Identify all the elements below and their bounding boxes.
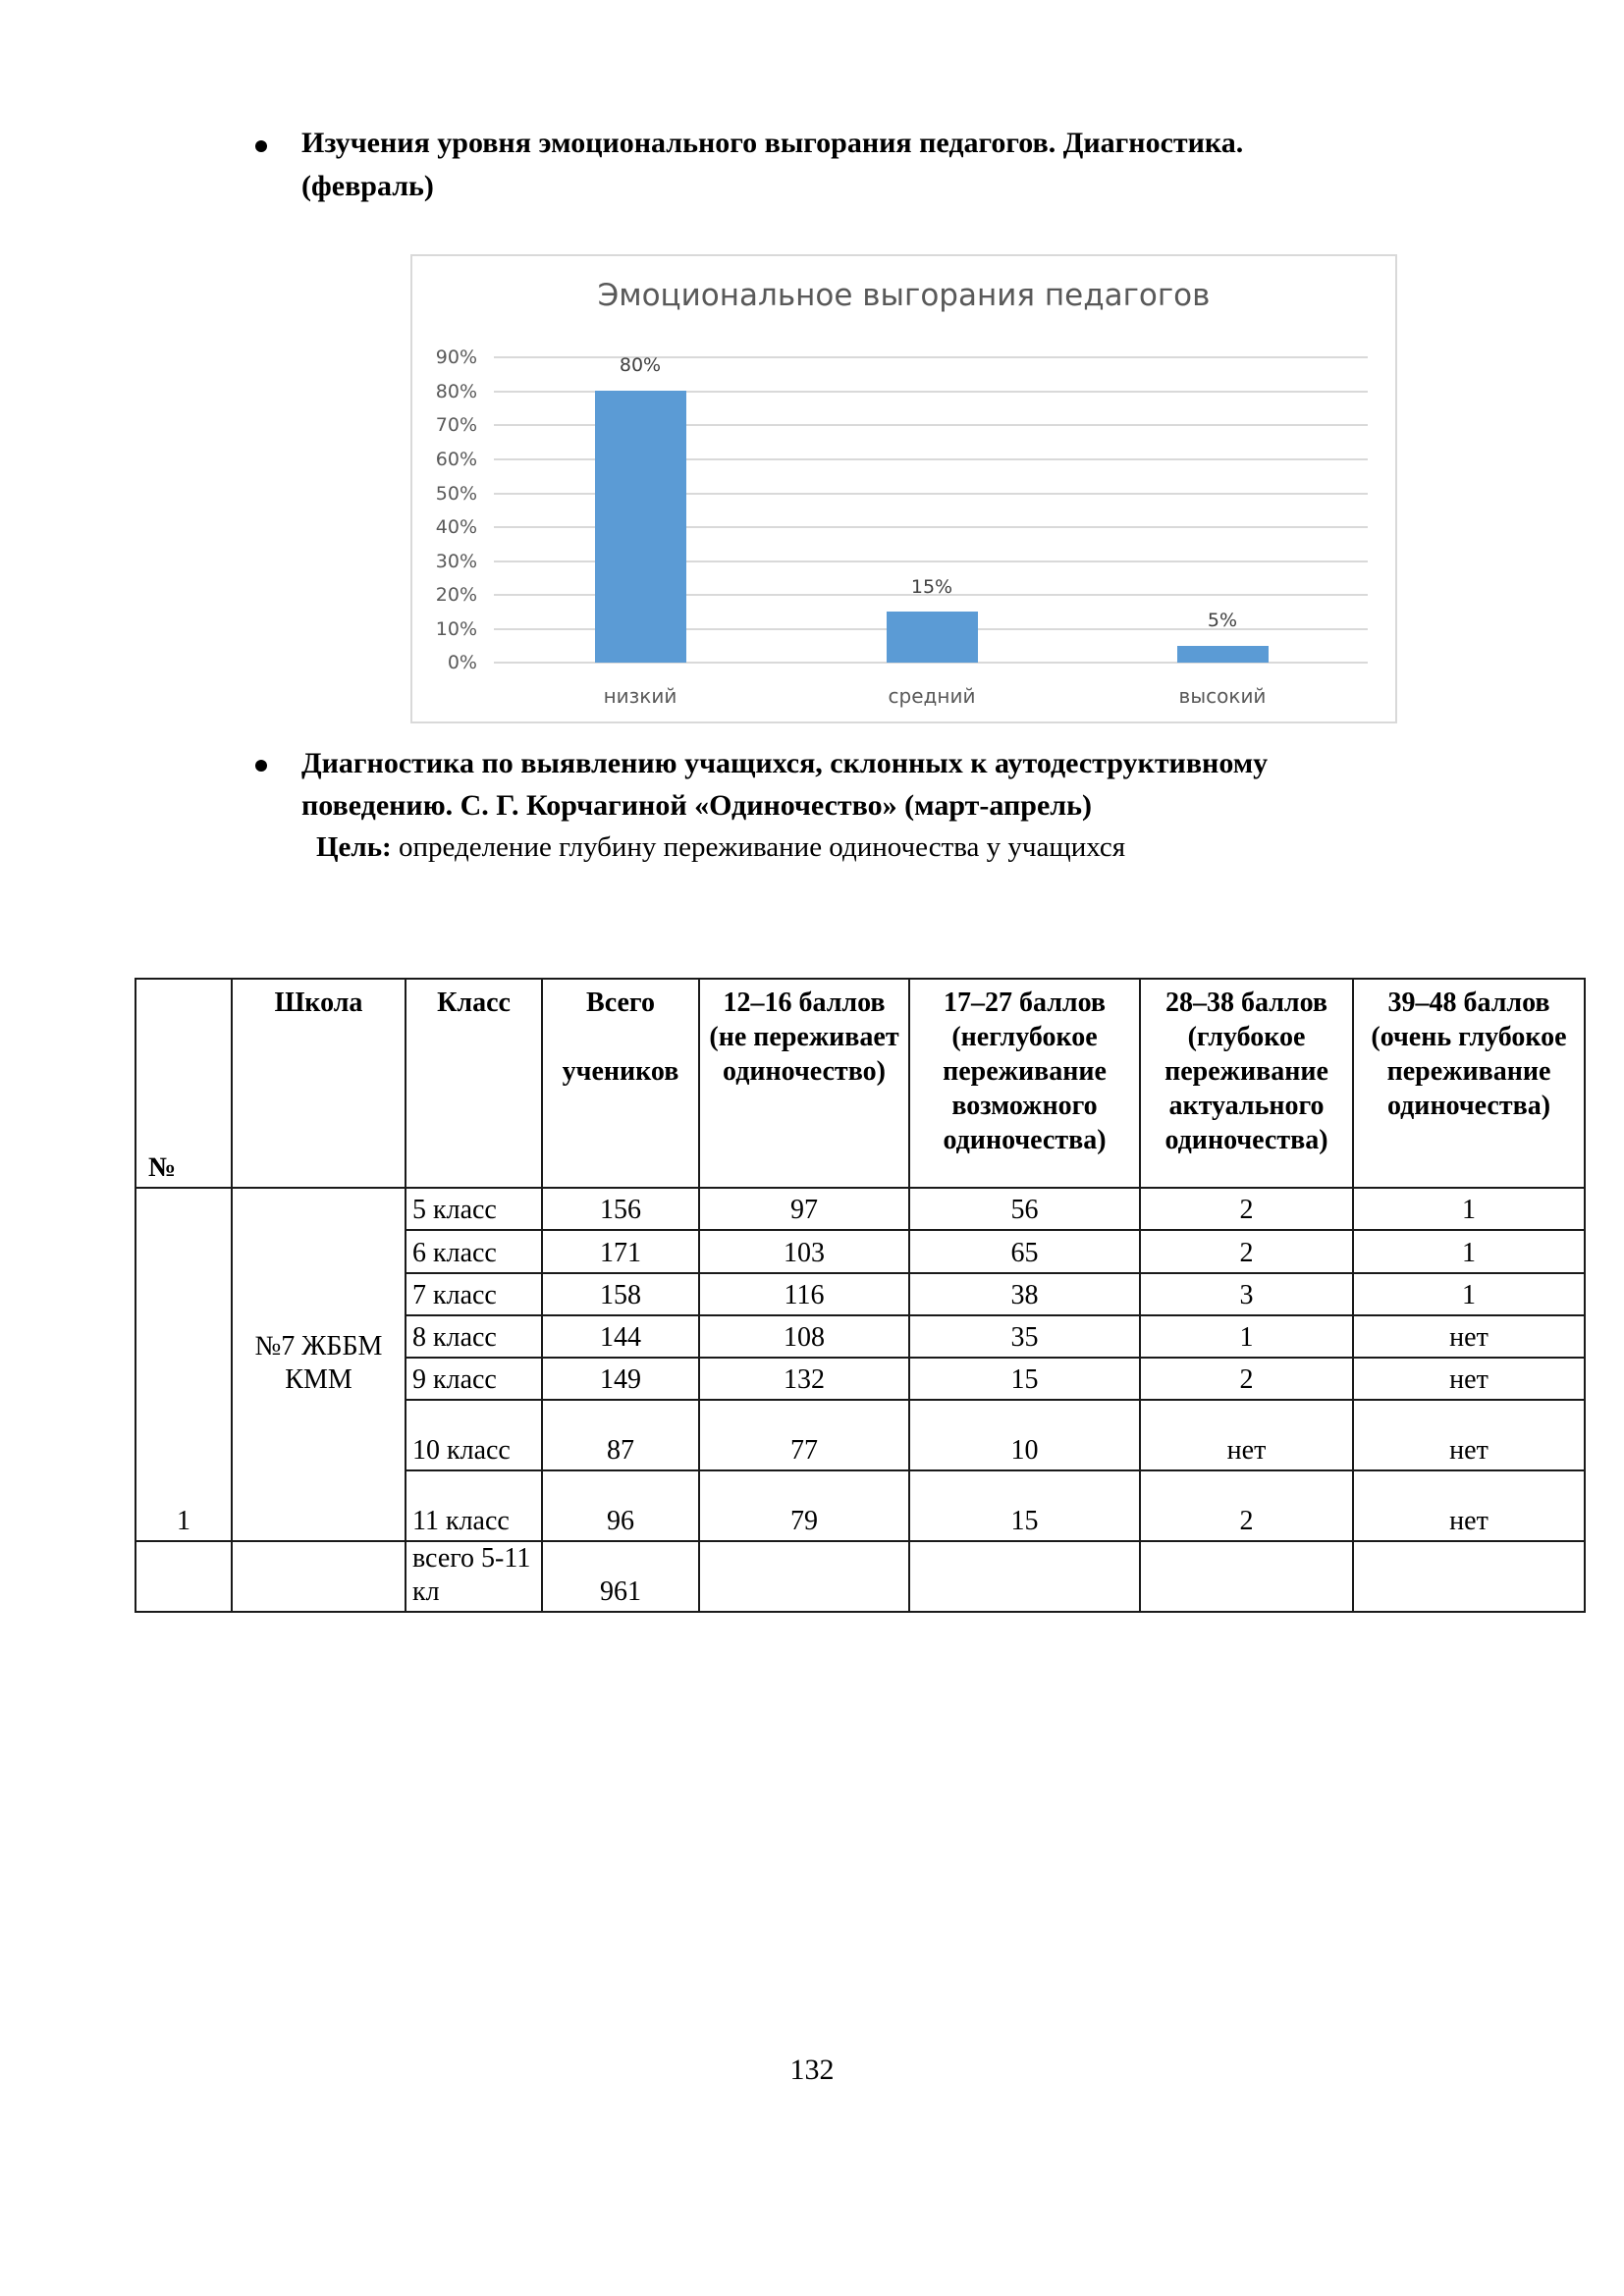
cell-c4: нет — [1353, 1470, 1585, 1541]
goal-text: определение глубину переживание одиночества у учащихся — [391, 831, 1126, 863]
cell-empty — [1140, 1541, 1353, 1612]
table-row — [135, 1188, 1585, 1230]
cell-c2: 56 — [909, 1188, 1140, 1230]
cell-c3: нет — [1140, 1400, 1353, 1470]
header-total-line1: Всего — [586, 988, 655, 1018]
cell-c4: 1 — [1353, 1230, 1585, 1273]
cell-empty — [135, 1541, 232, 1612]
row-number: 1 — [135, 1188, 232, 1541]
y-tick-label: 10% — [435, 618, 477, 640]
cell-c1: 79 — [699, 1470, 909, 1541]
cell-grand-total: 961 — [542, 1541, 699, 1612]
bullet-icon — [255, 140, 267, 152]
cell-class: 11 класс — [406, 1470, 542, 1541]
header-num: № — [135, 979, 232, 1188]
y-tick-label: 90% — [435, 347, 477, 368]
cell-c3: 1 — [1140, 1315, 1353, 1358]
cell-total-label: всего 5-11 кл — [406, 1541, 542, 1612]
table-header-row — [135, 979, 1585, 1188]
y-tick-label: 40% — [435, 516, 477, 538]
cell-c2: 35 — [909, 1315, 1140, 1358]
header-28-38: 28–38 баллов (глубокое переживание актуального одиночества) — [1140, 979, 1353, 1188]
cell-empty — [909, 1541, 1140, 1612]
cell-empty — [232, 1541, 406, 1612]
y-tick-label: 60% — [435, 449, 477, 470]
cell-c3: 3 — [1140, 1273, 1353, 1315]
cell-c4: 1 — [1353, 1188, 1585, 1230]
section1-heading-line2: (февраль) — [301, 170, 434, 202]
x-category-label: средний — [888, 684, 976, 708]
y-tick-label: 0% — [447, 652, 477, 673]
cell-c2: 15 — [909, 1358, 1140, 1400]
cell-total: 156 — [542, 1188, 699, 1230]
goal-line — [316, 827, 1125, 869]
cell-c2: 38 — [909, 1273, 1140, 1315]
cell-class: 5 класс — [406, 1188, 542, 1230]
cell-c4: 1 — [1353, 1273, 1585, 1315]
cell-c3: 2 — [1140, 1188, 1353, 1230]
section2-heading-line1: Диагностика по выявлению учащихся, склонных к аутодеструктивному — [301, 747, 1269, 779]
cell-c2: 65 — [909, 1230, 1140, 1273]
cell-c1: 132 — [699, 1358, 909, 1400]
school-name: №7 ЖББМ КММ — [232, 1188, 406, 1541]
cell-class: 9 класс — [406, 1358, 542, 1400]
section1-heading-line1: Изучения уровня эмоционального выгорания педагогов. Диагностика. — [301, 127, 1244, 159]
cell-empty — [1353, 1541, 1585, 1612]
cell-c1: 108 — [699, 1315, 909, 1358]
page-number: 132 — [789, 2054, 835, 2086]
bar-value-label: 5% — [1207, 610, 1238, 631]
cell-c3: 2 — [1140, 1358, 1353, 1400]
cell-c3: 2 — [1140, 1230, 1353, 1273]
cell-class: 10 класс — [406, 1400, 542, 1470]
y-tick-label: 70% — [435, 414, 477, 436]
bullet-icon — [255, 760, 267, 772]
cell-c1: 97 — [699, 1188, 909, 1230]
cell-class: 6 класс — [406, 1230, 542, 1273]
x-category-label: низкий — [603, 684, 677, 708]
cell-c3: 2 — [1140, 1470, 1353, 1541]
cell-total: 87 — [542, 1400, 699, 1470]
chart-title: Эмоциональное выгорания педагогов — [597, 278, 1211, 313]
cell-c4: нет — [1353, 1400, 1585, 1470]
bar-low — [595, 391, 686, 663]
header-12-16: 12–16 баллов (не переживает одиночество) — [699, 979, 909, 1188]
cell-c1: 116 — [699, 1273, 909, 1315]
cell-class: 8 класс — [406, 1315, 542, 1358]
header-class: Класс — [406, 979, 542, 1188]
section2-heading-line2: поведению. С. Г. Корчагиной «Одиночество» (март-апрель) — [301, 789, 1092, 822]
table-total-row — [135, 1541, 1585, 1612]
cell-total: 96 — [542, 1470, 699, 1541]
burnout-bar-chart — [410, 254, 1397, 723]
y-tick-label: 80% — [435, 381, 477, 402]
bar-medium — [887, 612, 978, 663]
cell-c1: 77 — [699, 1400, 909, 1470]
cell-total: 171 — [542, 1230, 699, 1273]
y-tick-label: 20% — [435, 584, 477, 606]
x-category-label: высокий — [1178, 684, 1267, 708]
cell-c2: 10 — [909, 1400, 1140, 1470]
bar-high — [1177, 646, 1269, 663]
header-total-line2: учеников — [562, 1056, 679, 1087]
cell-c2: 15 — [909, 1470, 1140, 1541]
header-39-48: 39–48 баллов (очень глубокое переживание одиночества) — [1353, 979, 1585, 1188]
cell-total: 149 — [542, 1358, 699, 1400]
bar-value-label: 80% — [619, 354, 662, 376]
cell-total: 144 — [542, 1315, 699, 1358]
header-school: Школа — [232, 979, 406, 1188]
cell-total: 158 — [542, 1273, 699, 1315]
cell-c4: нет — [1353, 1315, 1585, 1358]
header-total — [542, 979, 699, 1188]
bar-value-label: 15% — [910, 576, 953, 598]
cell-c4: нет — [1353, 1358, 1585, 1400]
cell-c1: 103 — [699, 1230, 909, 1273]
loneliness-results-table — [135, 978, 1586, 1613]
goal-label: Цель: — [316, 831, 392, 863]
header-17-27: 17–27 баллов (неглубокое переживание возможного одиночества) — [909, 979, 1140, 1188]
y-tick-label: 50% — [435, 483, 477, 505]
cell-class: 7 класс — [406, 1273, 542, 1315]
y-tick-label: 30% — [435, 551, 477, 572]
cell-empty — [699, 1541, 909, 1612]
